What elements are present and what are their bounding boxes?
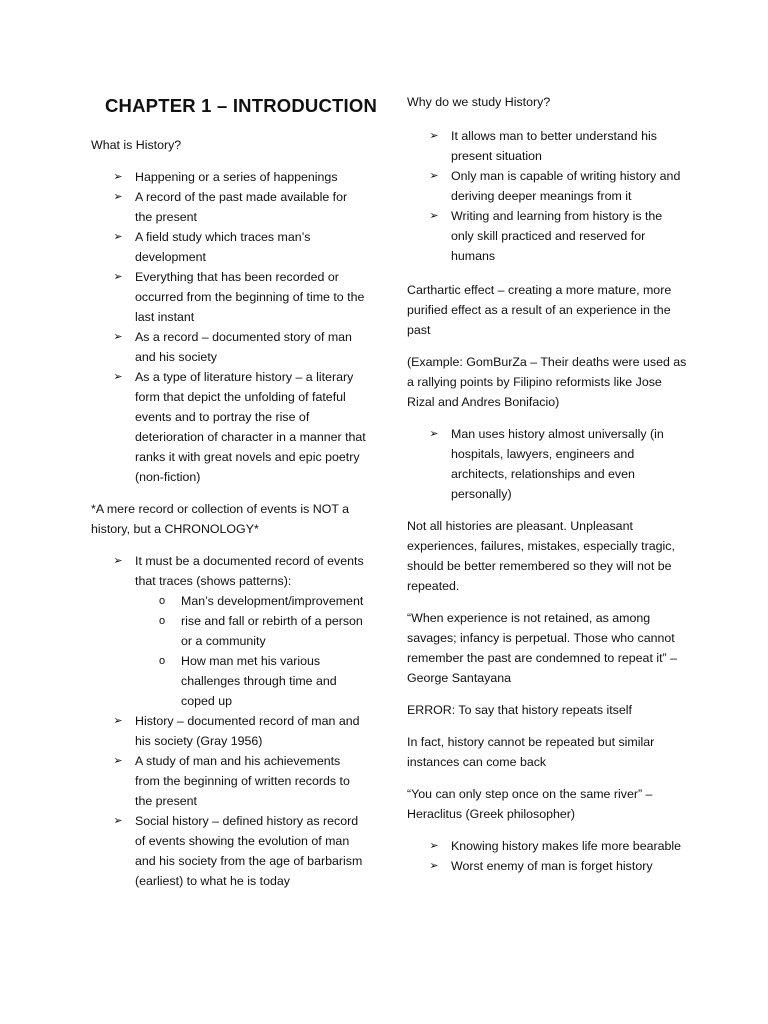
arrowhead-bullet-icon: ➢ [429,130,439,142]
list-item: ➢ Worst enemy of man is forget history [407,856,687,876]
list-item: ➢ History – documented record of man and his society (Gray 1956) [91,711,366,751]
list-item: ➢ It must be a documented record of events that traces (shows patterns): o Man’s development/improvement o rise and fall or rebirth of a person or a community o How man met his various challenges through time and coped up [91,551,366,711]
sub-list-item: o rise and fall or rebirth of a person or a community [135,611,366,651]
reasons-list [407,126,687,266]
list-item: ➢ Social history – defined history as record of events showing the evolution of man and his society from the age of barbarism (earliest) to what he is today [91,811,366,891]
list-item: ➢ Knowing history makes life more bearable [407,836,687,856]
arrowhead-bullet-icon: ➢ [113,715,123,727]
arrowhead-bullet-icon: ➢ [429,840,439,852]
unpleasant-histories-paragraph: Not all histories are pleasant. Unpleasant experiences, failures, mistakes, especially tragic, should be better remembered so they will not be repeated. [407,519,675,593]
list-item: ➢ A study of man and his achievements from the beginning of written records to the present [91,751,366,811]
error-statement: ERROR: To say that history repeats itself [407,703,632,717]
list-item: ➢ Everything that has been recorded or occurred from the beginning of time to the last instant [91,267,366,327]
what-is-history-heading: What is History? [91,138,182,152]
arrowhead-bullet-icon: ➢ [113,371,123,383]
sub-list-item: o How man met his various challenges through time and coped up [135,651,366,711]
arrowhead-bullet-icon: ➢ [113,815,123,827]
list-item: ➢ A record of the past made available for the present [91,187,366,227]
carthartic-effect-paragraph: Carthartic effect – creating a more mature, more purified effect as a result of an experience in the past [407,283,672,337]
list-item: ➢ Only man is capable of writing history and deriving deeper meanings from it [407,166,687,206]
pattern-list [135,591,366,711]
list-item: ➢ Man uses history almost universally (in hospitals, lawyers, engineers and architects, relationships and even personally) [407,424,687,504]
heraclitus-quote: “You can only step once on the same river” – Heraclitus (Greek philosopher) [407,787,653,821]
arrowhead-bullet-icon: ➢ [113,231,123,243]
circle-bullet-icon: o [158,595,166,607]
list-item: ➢ Happening or a series of happenings [91,167,366,187]
circle-bullet-icon: o [158,655,166,667]
arrowhead-bullet-icon: ➢ [113,755,123,767]
why-study-history-heading: Why do we study History? [407,95,551,109]
arrowhead-bullet-icon: ➢ [429,170,439,182]
chapter-title: CHAPTER 1 – INTRODUCTION [105,95,378,116]
circle-bullet-icon: o [158,615,166,627]
arrowhead-bullet-icon: ➢ [113,191,123,203]
arrowhead-bullet-icon: ➢ [429,428,439,440]
sub-list-item: o Man’s development/improvement [135,591,366,611]
arrowhead-bullet-icon: ➢ [113,271,123,283]
arrowhead-bullet-icon: ➢ [113,555,123,567]
uses-list [407,424,687,504]
arrowhead-bullet-icon: ➢ [429,210,439,222]
list-item: ➢ As a record – documented story of man and his society [91,327,366,367]
right-column [407,92,687,888]
arrowhead-bullet-icon: ➢ [113,171,123,183]
in-fact-paragraph: In fact, history cannot be repeated but similar instances can come back [407,735,655,769]
arrowhead-bullet-icon: ➢ [113,331,123,343]
list-item: ➢ As a type of literature history – a literary form that depict the unfolding of fateful events and to portray the rise of deterioration of character in a manner that ranks it with great novels and epic poetry (non-fiction) [91,367,366,487]
list-item: ➢ It allows man to better understand his present situation [407,126,687,166]
left-column [91,135,366,891]
list-item: ➢ Writing and learning from history is the only skill practiced and reserved for humans [407,206,687,266]
closing-list [407,836,687,876]
definition-list [91,167,366,487]
santayana-quote: “When experience is not retained, as among savages; infancy is perpetual. Those who cannot remember the past are condemned to repeat it” – George Santayana [407,611,677,685]
list-item: ➢ A field study which traces man’s development [91,227,366,267]
chronology-note: *A mere record or collection of events is NOT a history, but a CHRONOLOGY* [91,502,350,536]
requirement-list [91,551,366,891]
gomburza-example: (Example: GomBurZa – Their deaths were used as a rallying points by Filipino reformists like Jose Rizal and Andres Bonifacio) [407,355,687,409]
arrowhead-bullet-icon: ➢ [429,860,439,872]
